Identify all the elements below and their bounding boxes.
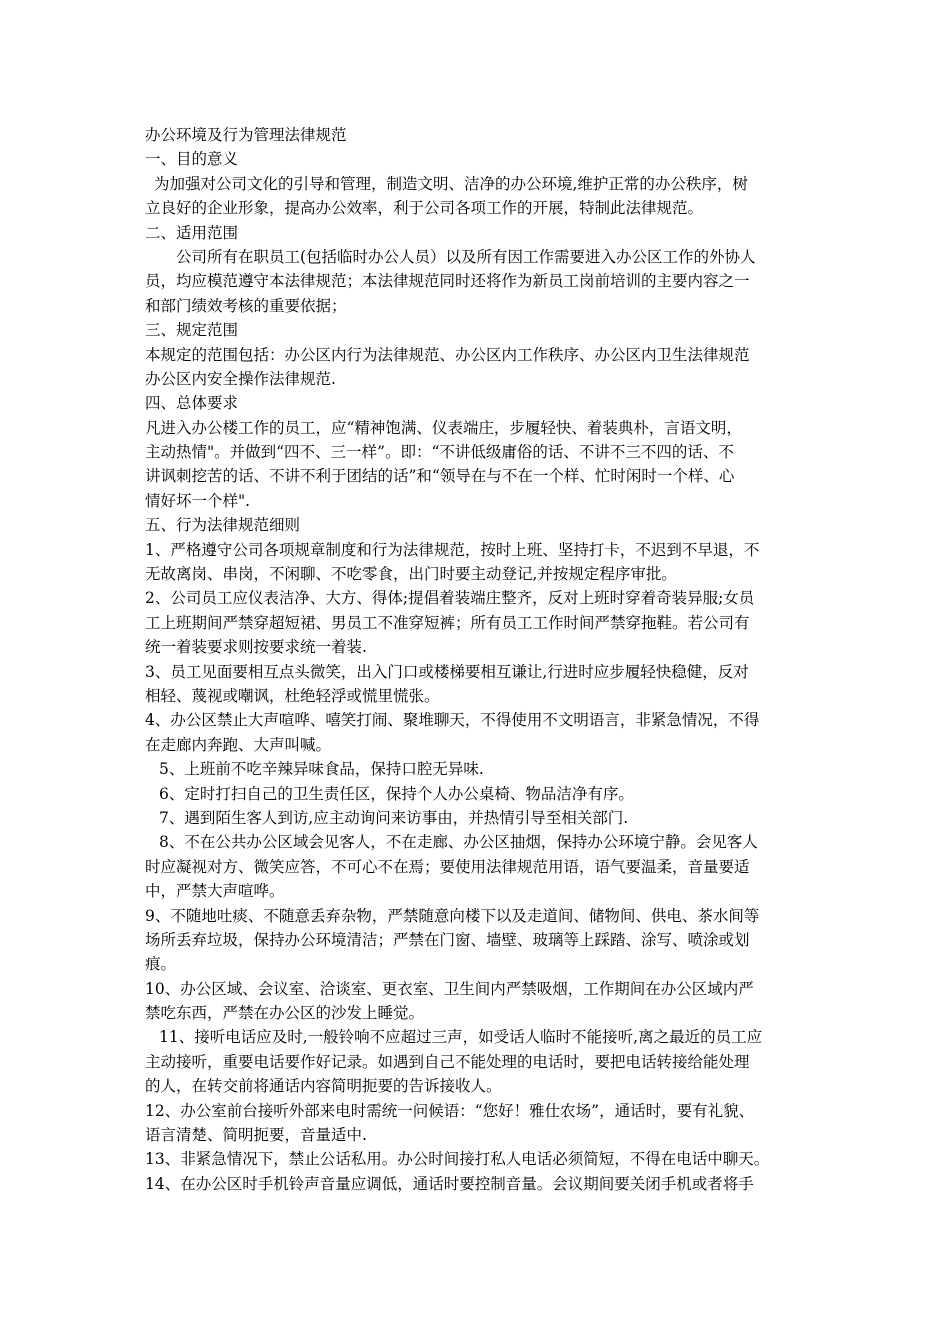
text-line: 二、适用范围	[145, 223, 239, 242]
text-line: 2、公司员工应仪表洁净、大方、得体;提倡着装端庄整齐，反对上班时穿着奇装异服;女员	[145, 589, 755, 608]
text-line: 时应凝视对方、微笑应答，不可心不在焉；要使用法律规范用语，语气要温柔，音量要适	[145, 857, 750, 876]
text-line: 员，均应模范遵守本法律规范；本法律规范同时还将作为新员工岗前培训的主要内容之一	[145, 272, 750, 291]
text-line: 痕。	[145, 955, 177, 974]
text-line: 7、遇到陌生客人到访,应主动询问来访事由，并热情引导至相关部门.	[159, 808, 629, 827]
text-line: 中，严禁大声喧哗。	[145, 882, 285, 901]
text-line: 四、总体要求	[145, 394, 239, 413]
text-line: 5、上班前不吃辛辣异味食品，保持口腔无异味.	[159, 760, 484, 779]
text-line: 无故离岗、串岗，不闲聊、不吃零食，出门时要主动登记,并按规定程序审批。	[145, 565, 677, 584]
text-line: 11、接听电话应及时,一般铃响不应超过三声，如受话人临时不能接听,离之最近的员工应	[159, 1028, 763, 1047]
text-line: 主动接听，重要电话要作好记录。如遇到自己不能处理的电话时，要把电话转接给能处理	[145, 1052, 750, 1071]
text-line: 五、行为法律规范细则	[145, 516, 301, 535]
text-line: 情好坏一个样".	[145, 491, 251, 510]
text-line: 14、在办公区时手机铃声音量应调低，通话时要控制音量。会议期间要关闭手机或者将手	[145, 1174, 754, 1193]
text-line: 13、非紧急情况下，禁止公话私用。办公时间接打私人电话必须简短，不得在电话中聊天。	[145, 1150, 770, 1169]
document-body	[145, 123, 813, 1196]
text-line: 办公区内安全操作法律规范.	[145, 369, 336, 388]
text-line: 9、不随地吐痰、不随意丢弃杂物，严禁随意向楼下以及走道间、储物间、供电、茶水间等	[145, 906, 760, 925]
text-line: 4、办公区禁止大声喧哗、嘻笑打闹、聚堆聊天，不得使用不文明语言，非紧急情况，不得	[145, 711, 760, 730]
text-line: 禁吃东西，严禁在办公区的沙发上睡觉。	[145, 1004, 425, 1023]
text-line: 为加强对公司文化的引导和管理，制造文明、洁净的办公环境,维护正常的办公秩序，树	[154, 174, 748, 193]
text-line: 相轻、蔑视或嘲讽，杜绝轻浮或慌里慌张。	[145, 686, 440, 705]
text-line: 12、办公室前台接听外部来电时需统一问候语：“您好！雅仕农场”，通话时，要有礼貌、	[145, 1101, 755, 1120]
text-line: 公司所有在职员工(包括临时办公人员）以及所有因工作需要进入办公区工作的外协人	[176, 247, 756, 266]
text-line: 6、定时打扫自己的卫生责任区，保持个人办公桌椅、物品洁净有序。	[159, 784, 634, 803]
text-line: 凡进入办公楼工作的员工，应“精神饱满、仪表端庄，步履轻快、着装典朴，言语文明，	[145, 418, 742, 437]
text-line: 主动热情"。并做到“四不、三一样”。即：“不讲低级庸俗的话、不讲不三不四的话、不	[145, 443, 734, 462]
text-line: 1、严格遵守公司各项规章制度和行为法律规范，按时上班、坚持打卡，不迟到不早退，不	[145, 540, 760, 559]
text-line: 本规定的范围包括：办公区内行为法律规范、办公区内工作秩序、办公区内卫生法律规范	[145, 345, 750, 364]
text-line: 讲讽刺挖苦的话、不讲不利于团结的话”和“领导在与不在一个样、忙时闲时一个样、心	[145, 467, 735, 486]
text-line: 10、办公区域、会议室、洽谈室、更衣室、卫生间内严禁吸烟，工作期间在办公区域内严	[145, 979, 754, 998]
text-line: 语言清楚、简明扼要，音量适中.	[145, 1126, 367, 1145]
text-line: 的人，在转交前将通话内容简明扼要的告诉接收人。	[145, 1077, 502, 1096]
text-line: 场所丢弃垃圾，保持办公环境清洁；严禁在门窗、墙壁、玻璃等上踩踏、涂写、喷涂或划	[145, 930, 750, 949]
text-line: 3、员工见面要相互点头微笑，出入门口或楼梯要相互谦让,行进时应步履轻快稳健，反对	[145, 662, 749, 681]
text-line: 一、目的意义	[145, 150, 239, 169]
text-line: 在走廊内奔跑、大声叫喊。	[145, 735, 332, 754]
text-line: 和部门绩效考核的重要依据；	[145, 296, 347, 315]
document-title: 办公环境及行为管理法律规范	[145, 126, 347, 144]
text-line: 工上班期间严禁穿超短裙、男员工不准穿短裤；所有员工工作时间严禁穿拖鞋。若公司有	[145, 613, 750, 632]
text-line: 8、不在公共办公区域会见客人，不在走廊、办公区抽烟，保持办公环境宁静。会见客人	[159, 833, 758, 852]
text-line: 三、规定范围	[145, 321, 239, 340]
text-line: 立良好的企业形象，提高办公效率，利于公司各项工作的开展，特制此法律规范。	[145, 199, 704, 218]
text-line: 统一着装要求则按要求统一着装.	[145, 638, 367, 657]
